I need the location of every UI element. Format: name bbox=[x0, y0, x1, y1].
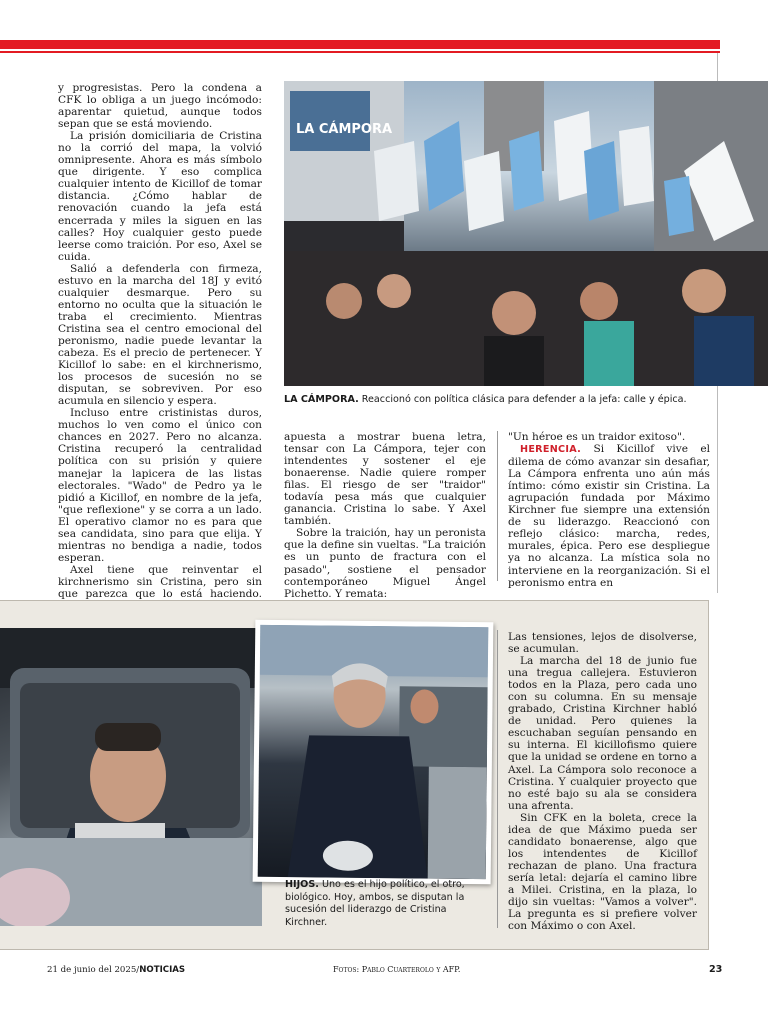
paragraph: La marcha del 18 de junio fue una tregua callejera. Estuvieron todos en la Plaza, pero cada uno con su columna. En su mensaje grabado, Cristina Kirchner habló de unidad. Pero quienes la escuchaban seguían pensando en su interna. El kicillofismo quiere que la unidad se ordene en torno a Axel. La Cámpora solo reconoce a Cristina. Y cualquier proyecto que no esté bajo su ala se considera una afrenta. bbox=[508, 655, 697, 812]
section-lead: HERENCIA. bbox=[520, 444, 582, 456]
paragraph: Incluso entre cristinistas duros, muchos lo ven como el único con chances en 2027. Pero no alcanza. Cristina recuperó la centralidad política con su prisión y quiere manejar la lapicera de las listas electorales. "Wado" de Pedro ya le pidió a Kicillof, en nombre de la jefa, "que reflexione" y se corra a un lado. El operativo clamor no es para que sea candidata, sino para que elija. Y mientras no bendiga a nadie, todos esperan. bbox=[58, 407, 262, 564]
caption-text: Reaccionó con política clásica para defender a la jefa: calle y épica. bbox=[361, 394, 687, 405]
column-divider bbox=[497, 630, 498, 928]
caption-text: Uno es el hijo político, el otro, biológico. Hoy, ambos, se disputan la sucesión del liderazgo de Cristina Kirchner. bbox=[285, 879, 465, 928]
photo-caption-la-campora bbox=[284, 394, 744, 407]
magazine-name: NOTICIAS bbox=[139, 965, 186, 975]
page-number: 23 bbox=[709, 964, 723, 975]
paragraph: y progresistas. Pero la condena a CFK lo obliga a un juego incómodo: aparentar quietud, aunque todos sepan que se está moviendo. bbox=[58, 82, 262, 131]
paragraph: La prisión domiciliaria de Cristina no la corrió del mapa, la volvió omnipresente. Ahora es más símbolo que dirigente. Y eso complica cualquier intento de Kicillof de tomar distancia. ¿Cómo hablar de renovación cuando la jefa está encerrada y miles la siguen en las calles? Hoy cualquier gesto puede leerse como traición. Por eso, Axel se cuida. bbox=[58, 130, 262, 263]
la-campora-march-photo bbox=[284, 81, 768, 386]
maximo-kirchner-photo bbox=[253, 620, 494, 884]
article-column-4 bbox=[508, 631, 697, 932]
paragraph: Salió a defenderla con firmeza, estuvo en la marcha del 18J y evitó cualquier desmarque. Pero su entorno no oculta que la situación le traba el crecimiento. Mientras Cristina sea el centro emocional del peronismo, nadie puede levantar la cabeza. Es el precio de pertenecer. Y Kicillof lo sabe: en el kirchnerismo, los procesos de sucesión no se disputan, se sobreviven. Por eso acumula en silencio y espera. bbox=[58, 262, 262, 408]
paragraph: Las tensiones, lejos de disolverse, se acumulan. bbox=[508, 631, 697, 656]
article-column-1 bbox=[58, 82, 262, 612]
kicillof-car-photo bbox=[0, 628, 262, 926]
photo-credits: Fotos: Pablo Cuarterolo y AFP. bbox=[333, 965, 461, 974]
photo-caption-hijos bbox=[285, 879, 465, 929]
paragraph: Si Kicillof vive el dilema de cómo avanzar sin desafiar, La Cámpora enfrenta uno aún más íntimo: cómo existir sin Cristina. La agrupación fundada por Máximo Kirchner fue siempre una extensión de su liderazgo. Reaccionó con reflejo clásico: marcha, redes, murales, épica. Pero ese despliegue ya no alcanza. La mística sola no interviene en la reorganización. Si el peronismo entra en bbox=[508, 443, 710, 589]
paragraph: Axel tiene que reinventar el kirchnerismo sin Cristina, pero sin que parezca que lo está haciendo. bbox=[58, 563, 262, 600]
footer-date bbox=[47, 965, 185, 975]
caption-label: HIJOS. bbox=[285, 879, 319, 890]
article-column-3 bbox=[508, 431, 710, 589]
paragraph: Sin CFK en la boleta, crece la idea de que Máximo pueda ser candidato bonaerense, algo que los intendentes de Kicillof rechazan de plano. Una fractura sería letal: dejaría el camino libre a Milei. Cristina, en la plaza, lo dijo sin vueltas: "Vamos a volver". La pregunta es si prefiere volver con Máximo o con Axel. bbox=[508, 811, 697, 933]
column-divider bbox=[497, 431, 498, 581]
paragraph: "Un héroe es un traidor exitoso". bbox=[508, 431, 686, 443]
top-red-line bbox=[0, 51, 720, 53]
article-column-2 bbox=[284, 431, 486, 600]
issue-date: 21 de junio del 2025/ bbox=[47, 965, 140, 975]
paragraph: Sobre la traición, hay un peronista que la define sin vueltas. "La traición es un punto de fractura con el pasado", sostiene el pensador contemporáneo Miguel Ángel Pichetto. Y remata: bbox=[284, 527, 486, 600]
paragraph: apuesta a mostrar buena letra, tensar con La Cámpora, tejer con intendentes y sostener el eje bonaerense. Nadie quiere romper filas. El riesgo de ser "traidor" todavía pesa más que cualquier ganancia. Cristina lo sabe. Y Axel también. bbox=[284, 431, 486, 528]
sign-text: LA CÁMPORA bbox=[296, 122, 393, 137]
top-red-bar bbox=[0, 40, 720, 49]
caption-label: LA CÁMPORA. bbox=[284, 394, 359, 405]
